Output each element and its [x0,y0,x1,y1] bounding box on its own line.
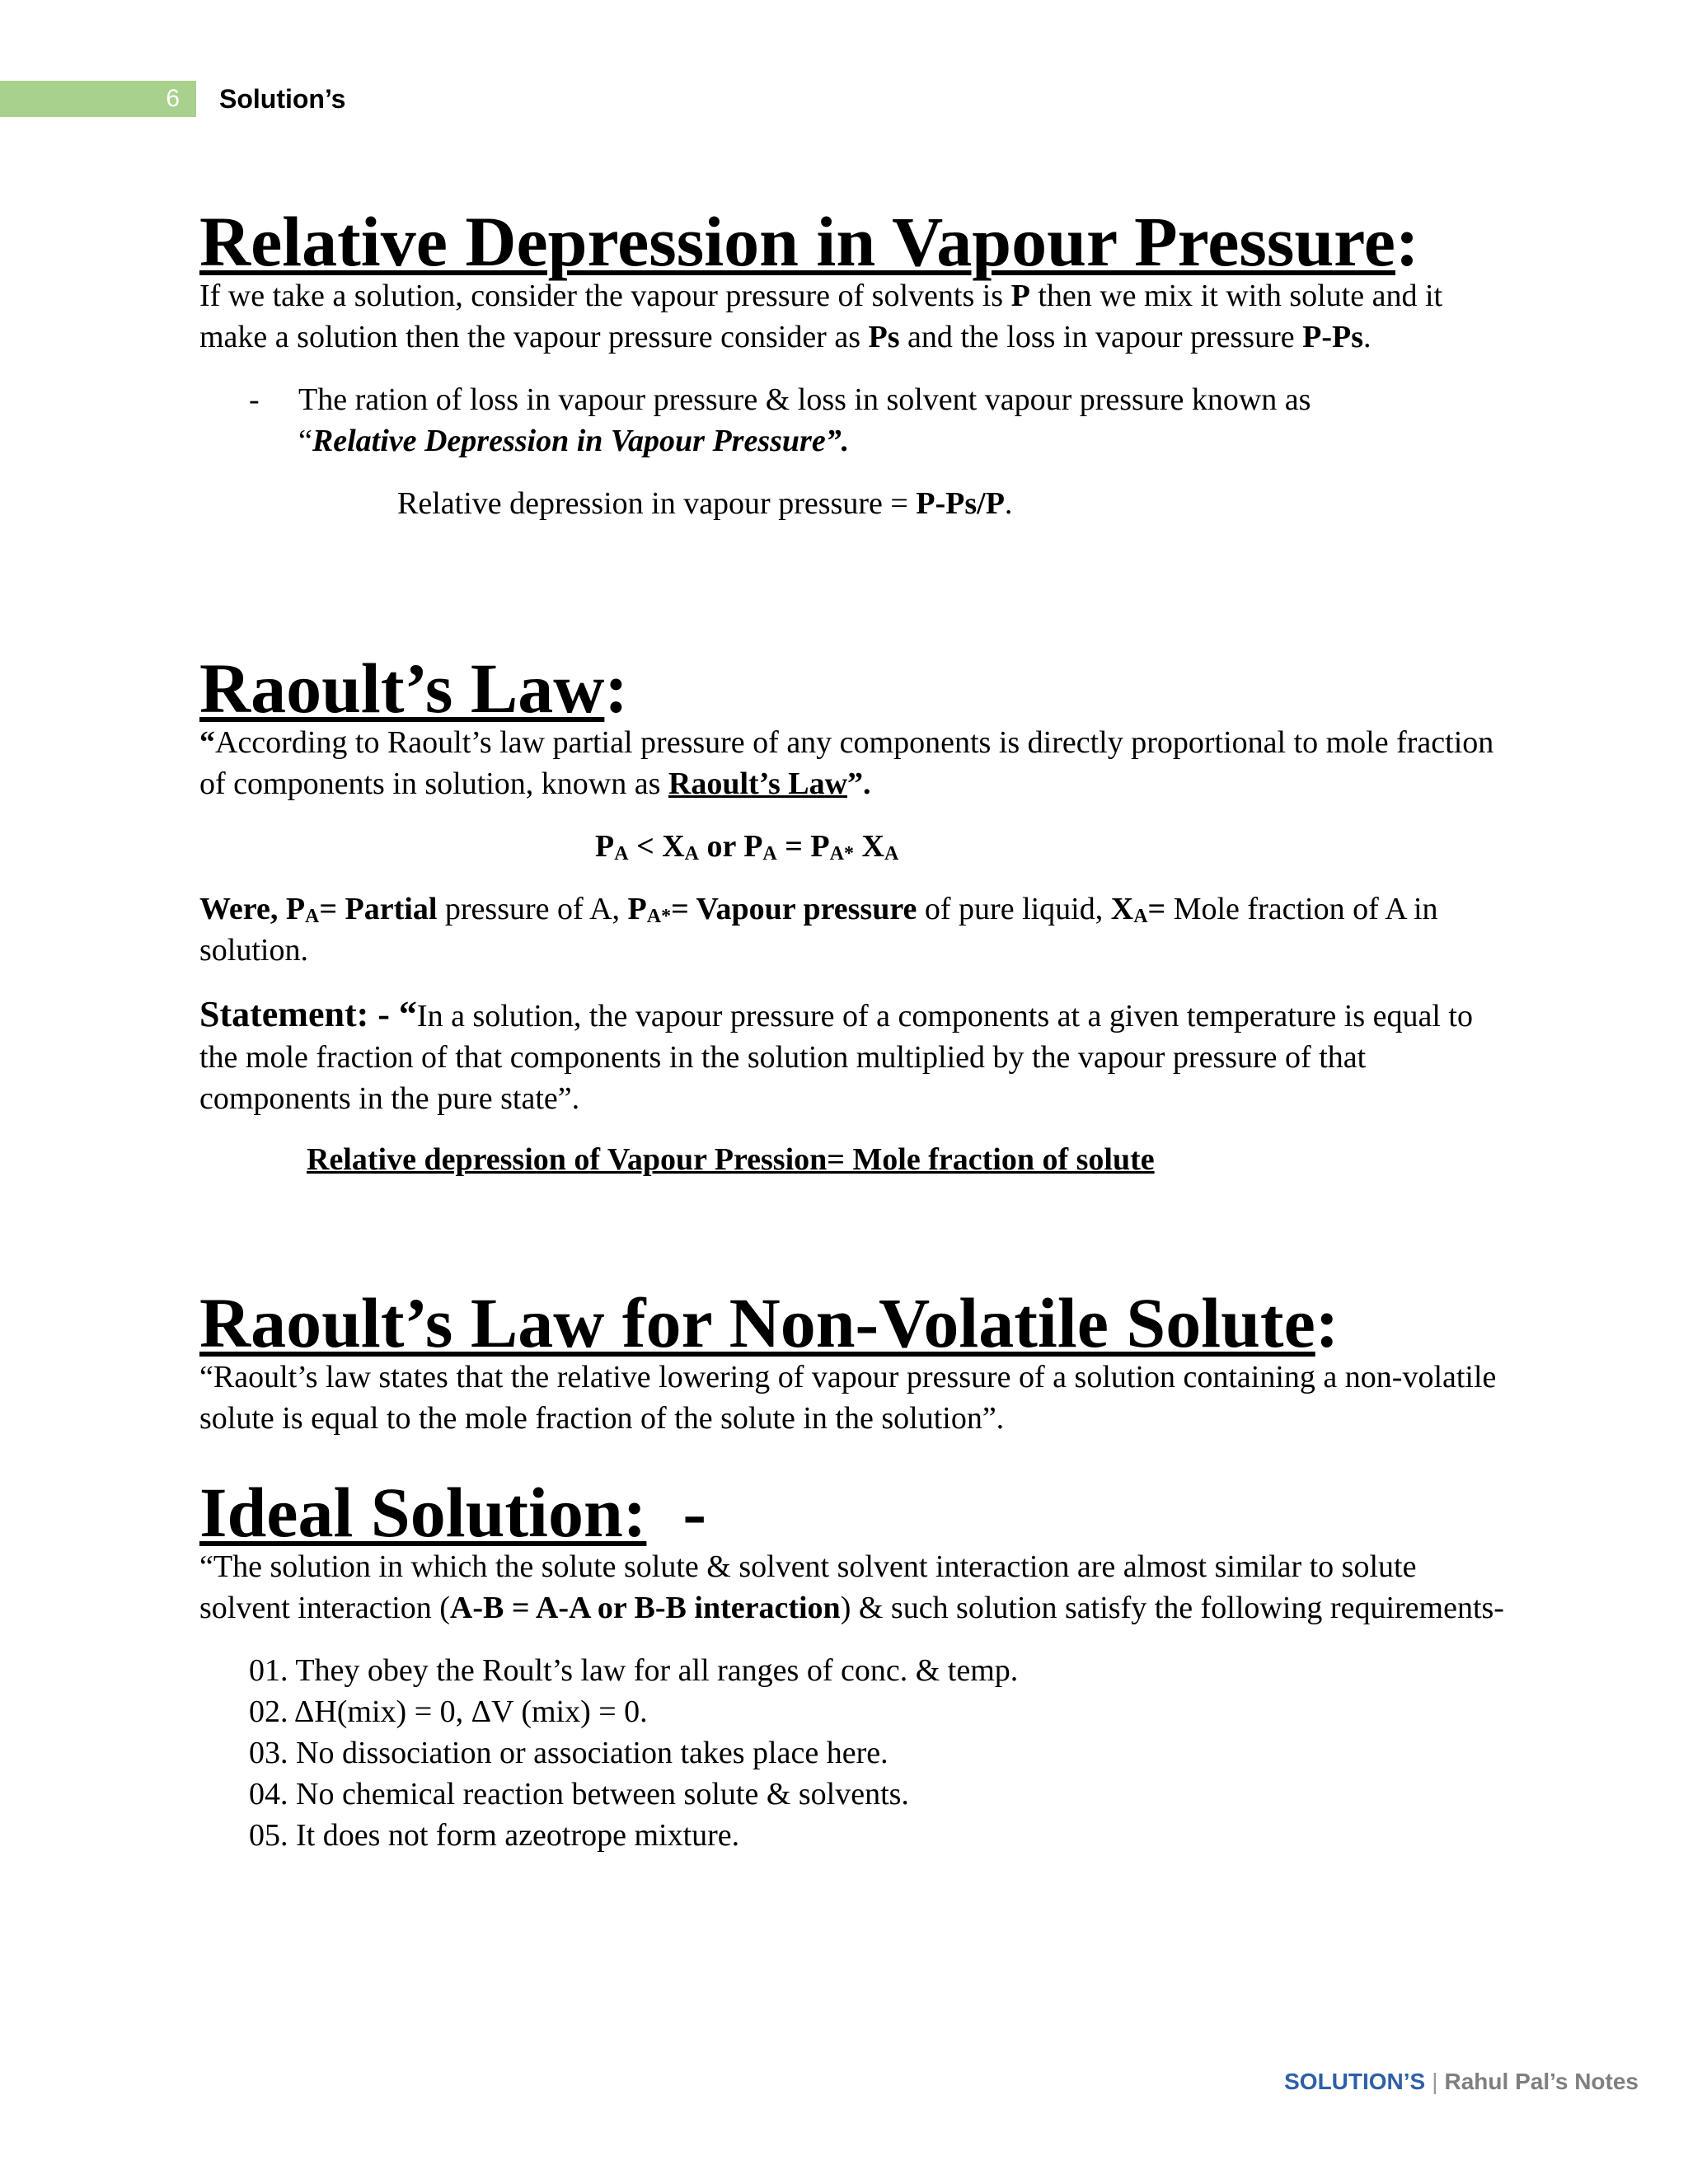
section-raoults-law [199,651,1518,1180]
section-heading: Ideal Solution: - [199,1473,707,1552]
paragraph: “Raoult’s law states that the relative lowering of vapour pressure of a solution containing a non-volatile solute is equal to the mole fraction of the solute in the solution”. [199,1360,1497,1436]
section-non-volatile-solute [199,1283,1518,1439]
paragraph: “The solution in which the solute solute & solvent solvent interaction are almost similar to solute solvent interaction (A-B = A-A or B-B interaction) & such solution satisfy the following requirements- [199,1549,1504,1625]
variable-definitions: Were, $P_A=$ Partial pressure of A, $P_{A*}=$ Vapour pressure of pure liquid, $X_A=$ Mole fraction of A in solution. [199,892,1438,968]
bullet-text: The ration of loss in vapour pressure & loss in solvent vapour pressure known as “Relative Depression in Vapour Pressure”. [298,382,1311,458]
list-item: 02. ΔH(mix) = 0, ΔV (mix) = 0. [249,1694,648,1729]
list-item: 04. No chemical reaction between solute & solvents. [249,1777,909,1811]
running-header-title: Solution’s [219,84,346,114]
footer-author: Rahul Pal’s Notes [1444,2069,1639,2094]
list-item: 03. No dissociation or association takes place here. [249,1736,889,1770]
relation-line: Relative depression of Vapour Pression= Mole fraction of solute [307,1142,1155,1177]
list-item: 05. It does not form azeotrope mixture. [249,1818,740,1853]
section-ideal-solution [199,1475,1518,1856]
footer-brand: SOLUTION’S [1284,2069,1426,2094]
page-footer [1284,2069,1639,2095]
page-number: 6 [0,81,196,117]
section-heading: Raoult’s Law: [199,649,628,728]
raoult-equation: $P_A < X_A$ or $P_A = P_{A*}$ $X_A$ [595,829,899,865]
statement: Statement: - “In a solution, the vapour pressure of a components at a given temperature is equal to the mole fraction of that components in the solution multiplied by the vapour pressure of that components in the pure state”. [199,994,1473,1116]
paragraph: “According to Raoult’s law partial pressure of any components is directly proportional to mole fraction of components in solution, known as Raoult’s Law”. [199,725,1494,801]
formula: Relative depression in vapour pressure = P-Ps/P. [397,486,1013,521]
paragraph: If we take a solution, consider the vapour pressure of solvents is P then we mix it with solute and it make a solution then the vapour pressure consider as Ps and the loss in vapour pressure P-Ps. [199,279,1443,354]
list-item: 01. They obey the Roult’s law for all ranges of conc. & temp. [249,1653,1019,1688]
section-relative-depression [199,204,1518,524]
section-heading: Raoult’s Law for Non-Volatile Solute: [199,1283,1339,1362]
bullet-item [199,379,1518,462]
requirements-list [199,1650,1518,1856]
section-heading: Relative Depression in Vapour Pressure: [199,202,1419,281]
footer-separator: | [1432,2069,1438,2094]
bullet-dash: - [249,382,260,417]
